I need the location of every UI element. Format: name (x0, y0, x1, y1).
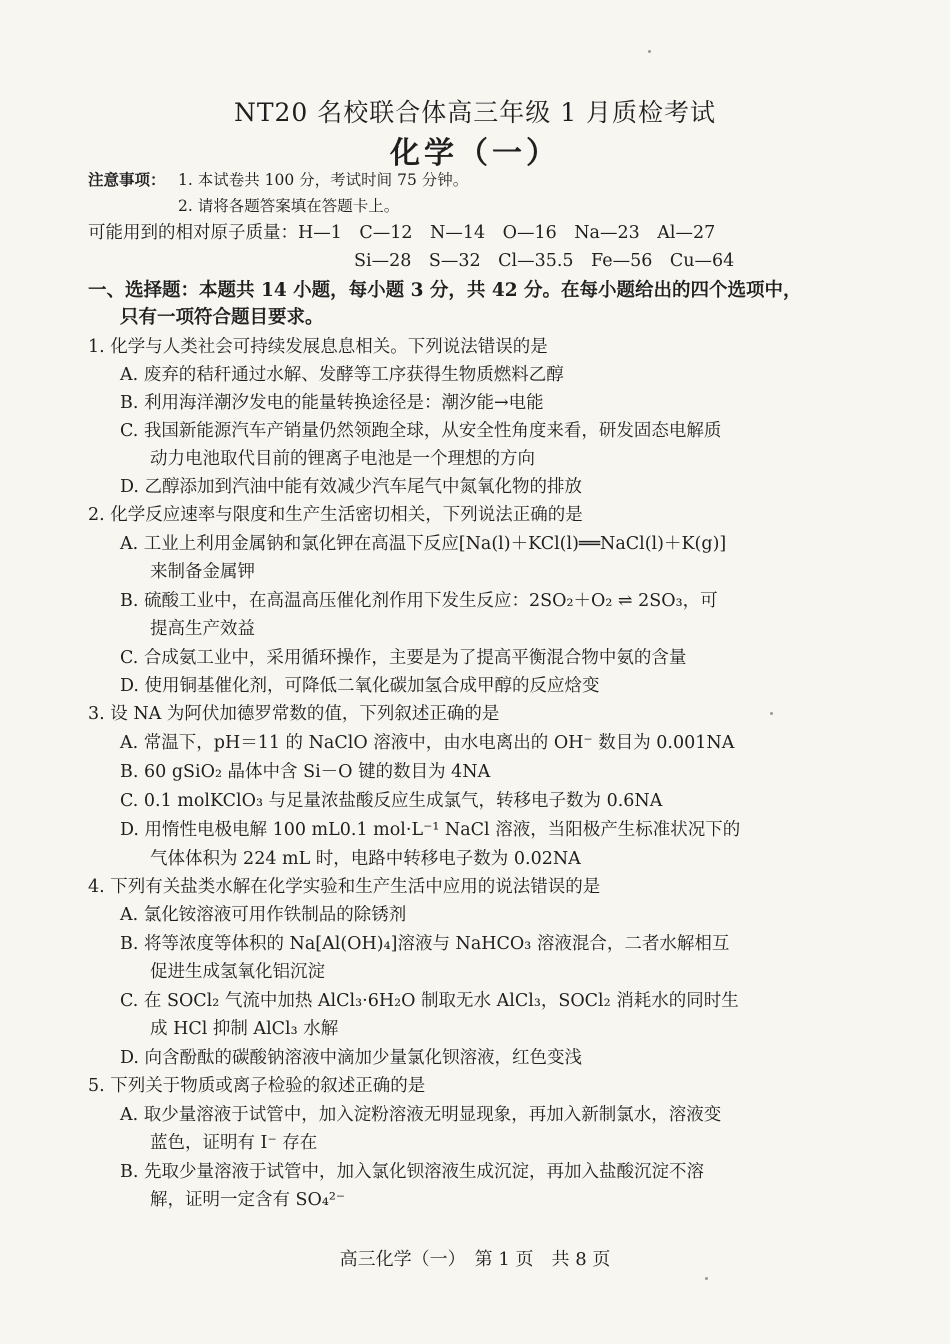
atomic-mass-line-2: Si—28 S—32 Cl—35.5 Fe—56 Cu—64 (354, 251, 735, 271)
speck (648, 50, 651, 53)
question-5-option-b: B. 先取少量溶液于试管中，加入氯化钡溶液生成沉淀，再加入盐酸沉淀不溶 (120, 1162, 704, 1182)
question-1-option-c: C. 我国新能源汽车产销量仍然领跑全球，从安全性角度来看，研发固态电解质 (120, 421, 722, 441)
notice-label: 注意事项： (88, 170, 166, 189)
question-4-option-b-cont: 促进生成氢氧化铝沉淀 (150, 962, 325, 982)
section-heading-line-2: 只有一项符合题目要求。 (120, 307, 324, 328)
question-2-option-a: A. 工业上利用金属钠和氯化钾在高温下反应[Na(l)＋KCl(l)══NaCl(l)＋K(g)] (120, 534, 727, 554)
question-2-option-c: C. 合成氨工业中，采用循环操作，主要是为了提高平衡混合物中氨的含量 (120, 648, 687, 668)
question-2-option-b-cont: 提高生产效益 (150, 619, 255, 639)
question-1-option-c-cont: 动力电池取代目前的锂离子电池是一个理想的方向 (150, 449, 535, 469)
question-4-stem: 4. 下列有关盐类水解在化学实验和生产生活中应用的说法错误的是 (88, 877, 601, 897)
question-3-option-a: A. 常温下，pH＝11 的 NaClO 溶液中，由水电离出的 OH⁻ 数目为 0.001NA (120, 733, 735, 753)
notice-line-1: 1. 本试卷共 100 分，考试时间 75 分钟。 (178, 171, 469, 189)
question-2-option-a-cont: 来制备金属钾 (150, 562, 255, 582)
question-4-option-b: B. 将等浓度等体积的 Na[Al(OH)₄]溶液与 NaHCO₃ 溶液混合，二者水解相互 (120, 934, 730, 954)
exam-title: NT20 名校联合体高三年级 1 月质检考试 (233, 98, 717, 127)
question-1-option-a: A. 废弃的秸秆通过水解、发酵等工序获得生物质燃料乙醇 (120, 365, 564, 385)
question-2-option-d: D. 使用铜基催化剂，可降低二氧化碳加氢合成甲醇的反应焓变 (120, 676, 600, 696)
question-1-option-b: B. 利用海洋潮汐发电的能量转换途径是：潮汐能→电能 (120, 393, 544, 413)
question-5-option-b-cont: 解，证明一定含有 SO₄²⁻ (150, 1190, 346, 1210)
notice-line-2: 2. 请将各题答案填在答题卡上。 (178, 197, 400, 215)
section-heading-line-1: 一、选择题：本题共 14 小题，每小题 3 分，共 42 分。在每小题给出的四个选项中， (88, 280, 802, 301)
question-3-option-d-cont: 气体体积为 224 mL 时，电路中转移电子数为 0.02NA (150, 849, 581, 869)
page-footer: 高三化学（一） 第 1 页 共 8 页 (339, 1249, 611, 1270)
question-5-option-a: A. 取少量溶液于试管中，加入淀粉溶液无明显现象，再加入新制氯水，溶液变 (120, 1105, 722, 1125)
subject-title: 化学（一） (390, 136, 560, 171)
question-3-option-d: D. 用惰性电极电解 100 mL0.1 mol·L⁻¹ NaCl 溶液，当阳极产生标准状况下的 (120, 820, 741, 840)
question-4-option-c-cont: 成 HCl 抑制 AlCl₃ 水解 (150, 1019, 339, 1039)
question-3-stem: 3. 设 NA 为阿伏加德罗常数的值，下列叙述正确的是 (88, 704, 500, 724)
question-5-option-a-cont: 蓝色，证明有 I⁻ 存在 (150, 1133, 318, 1153)
question-3-option-b: B. 60 gSiO₂ 晶体中含 Si－O 键的数目为 4NA (120, 762, 491, 782)
question-3-option-c: C. 0.1 molKClO₃ 与足量浓盐酸反应生成氯气，转移电子数为 0.6NA (120, 791, 663, 811)
question-1-option-d: D. 乙醇添加到汽油中能有效减少汽车尾气中氮氧化物的排放 (120, 477, 583, 497)
question-5-stem: 5. 下列关于物质或离子检验的叙述正确的是 (88, 1076, 426, 1096)
atomic-mass-line-1: 可能用到的相对原子质量：H—1 C—12 N—14 O—16 Na—23 Al—27 (88, 223, 716, 243)
speck (705, 1277, 708, 1280)
question-1-stem: 1. 化学与人类社会可持续发展息息相关。下列说法错误的是 (88, 337, 548, 357)
question-4-option-a: A. 氯化铵溶液可用作铁制品的除锈剂 (120, 905, 407, 925)
speck (770, 712, 773, 715)
question-4-option-c: C. 在 SOCl₂ 气流中加热 AlCl₃·6H₂O 制取无水 AlCl₃，SOCl₂ 消耗水的同时生 (120, 991, 739, 1011)
question-2-stem: 2. 化学反应速率与限度和生产生活密切相关，下列说法正确的是 (88, 505, 583, 525)
question-2-option-b: B. 硫酸工业中，在高温高压催化剂作用下发生反应：2SO₂＋O₂ ⇌ 2SO₃，可 (120, 591, 718, 611)
question-4-option-d: D. 向含酚酞的碳酸钠溶液中滴加少量氯化钡溶液，红色变浅 (120, 1048, 583, 1068)
